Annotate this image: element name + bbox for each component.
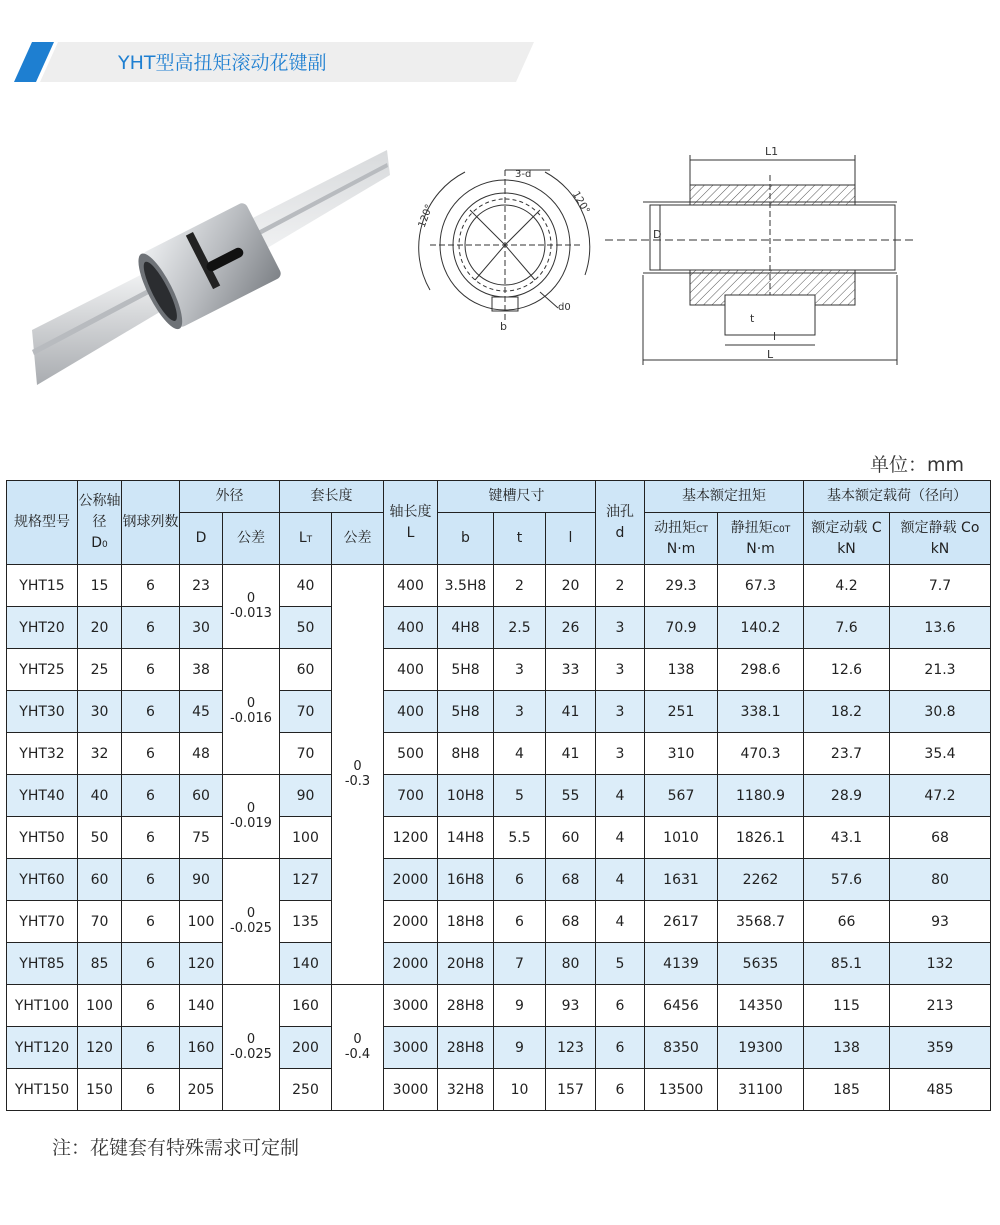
cell-t: 5.5 — [494, 817, 546, 859]
header-key-l: l — [546, 513, 596, 565]
angle-label-left: 120° — [416, 202, 436, 230]
cell-L: 400 — [384, 565, 438, 607]
cell-d0: 15 — [78, 565, 122, 607]
cell-c: 43.1 — [804, 817, 890, 859]
cell-LT: 127 — [280, 859, 332, 901]
cell-LT: 250 — [280, 1069, 332, 1111]
header-key-b: b — [438, 513, 494, 565]
cell-c0t: 298.6 — [718, 649, 804, 691]
cell-model: YHT25 — [7, 649, 78, 691]
cell-model: YHT40 — [7, 775, 78, 817]
cell-b: 20H8 — [438, 943, 494, 985]
cell-l: 41 — [546, 691, 596, 733]
cell-rows: 6 — [122, 607, 180, 649]
cell-model: YHT85 — [7, 943, 78, 985]
cell-D: 140 — [180, 985, 223, 1027]
cell-ct: 8350 — [645, 1027, 718, 1069]
cell-D: 205 — [180, 1069, 223, 1111]
cell-ct: 4139 — [645, 943, 718, 985]
cross-section-drawing — [410, 150, 610, 350]
cell-model: YHT50 — [7, 817, 78, 859]
cell-d: 6 — [596, 1069, 645, 1111]
cell-l: 55 — [546, 775, 596, 817]
l-label: l — [773, 330, 777, 343]
table-row — [7, 733, 991, 775]
cell-D: 75 — [180, 817, 223, 859]
L-label: L — [767, 348, 774, 361]
cell-b: 4H8 — [438, 607, 494, 649]
cell-rows: 6 — [122, 775, 180, 817]
cell-b: 8H8 — [438, 733, 494, 775]
cell-c0t: 338.1 — [718, 691, 804, 733]
cell-b: 5H8 — [438, 691, 494, 733]
side-section-drawing — [605, 140, 915, 370]
cell-c0t: 1180.9 — [718, 775, 804, 817]
t-label: t — [750, 312, 755, 325]
cell-L: 500 — [384, 733, 438, 775]
cell-d: 3 — [596, 649, 645, 691]
cell-d: 5 — [596, 943, 645, 985]
cell-t: 2.5 — [494, 607, 546, 649]
cell-co: 359 — [890, 1027, 991, 1069]
cell-b: 3.5H8 — [438, 565, 494, 607]
cell-l: 123 — [546, 1027, 596, 1069]
cell-co: 30.8 — [890, 691, 991, 733]
header-sleeve-tol: 公差 — [332, 513, 384, 565]
cell-co: 80 — [890, 859, 991, 901]
header-load: 基本额定载荷（径向） — [804, 481, 991, 513]
cell-LT: 40 — [280, 565, 332, 607]
cell-co: 485 — [890, 1069, 991, 1111]
cell-b: 14H8 — [438, 817, 494, 859]
header-shaft-dia: 公称轴径 D0 — [78, 481, 122, 565]
cell-ct: 2617 — [645, 901, 718, 943]
cell-LT: 70 — [280, 733, 332, 775]
cell-model: YHT100 — [7, 985, 78, 1027]
outer-tol-cell: 0 -0.025 — [223, 985, 280, 1111]
cell-l: 157 — [546, 1069, 596, 1111]
cell-b: 18H8 — [438, 901, 494, 943]
header-static-torque: 静扭矩C0T N·m — [718, 513, 804, 565]
table-row — [7, 1069, 991, 1111]
cell-d0: 150 — [78, 1069, 122, 1111]
L1-label: L1 — [765, 145, 779, 158]
cell-L: 2000 — [384, 901, 438, 943]
cell-l: 68 — [546, 901, 596, 943]
header-model: 规格型号 — [7, 481, 78, 565]
spec-table — [6, 480, 991, 1111]
header-static-load: 额定静载 Co kN — [890, 513, 991, 565]
cell-co: 93 — [890, 901, 991, 943]
cell-LT: 200 — [280, 1027, 332, 1069]
cell-LT: 140 — [280, 943, 332, 985]
sleeve-tol-cell: 0 -0.3 — [332, 565, 384, 985]
cell-c0t: 2262 — [718, 859, 804, 901]
cell-c0t: 140.2 — [718, 607, 804, 649]
cell-D: 48 — [180, 733, 223, 775]
cell-LT: 70 — [280, 691, 332, 733]
table-row — [7, 1027, 991, 1069]
cell-d: 3 — [596, 733, 645, 775]
cell-L: 400 — [384, 691, 438, 733]
cell-ct: 1631 — [645, 859, 718, 901]
header-sleeve-L: LT — [280, 513, 332, 565]
cell-t: 7 — [494, 943, 546, 985]
b-label: b — [500, 320, 507, 333]
cell-b: 10H8 — [438, 775, 494, 817]
cell-d0: 85 — [78, 943, 122, 985]
cell-c: 115 — [804, 985, 890, 1027]
cell-D: 38 — [180, 649, 223, 691]
header-dyn-load: 额定动载 C kN — [804, 513, 890, 565]
table-row — [7, 691, 991, 733]
cell-model: YHT32 — [7, 733, 78, 775]
cell-l: 33 — [546, 649, 596, 691]
cell-c: 7.6 — [804, 607, 890, 649]
cell-rows: 6 — [122, 691, 180, 733]
cell-LT: 135 — [280, 901, 332, 943]
cell-co: 21.3 — [890, 649, 991, 691]
cell-rows: 6 — [122, 1027, 180, 1069]
cell-ct: 251 — [645, 691, 718, 733]
cell-d0: 100 — [78, 985, 122, 1027]
cell-D: 160 — [180, 1027, 223, 1069]
cell-t: 2 — [494, 565, 546, 607]
cell-b: 16H8 — [438, 859, 494, 901]
d0-label: d0 — [558, 302, 571, 313]
cell-c: 138 — [804, 1027, 890, 1069]
cell-t: 6 — [494, 901, 546, 943]
product-photo — [32, 145, 392, 395]
cell-co: 213 — [890, 985, 991, 1027]
cell-c: 18.2 — [804, 691, 890, 733]
cell-d: 4 — [596, 817, 645, 859]
cell-l: 41 — [546, 733, 596, 775]
cell-t: 3 — [494, 691, 546, 733]
cell-l: 80 — [546, 943, 596, 985]
cell-rows: 6 — [122, 649, 180, 691]
cell-LT: 100 — [280, 817, 332, 859]
cell-c0t: 5635 — [718, 943, 804, 985]
cell-d0: 70 — [78, 901, 122, 943]
cell-rows: 6 — [122, 817, 180, 859]
header-outer-tol: 公差 — [223, 513, 280, 565]
cell-D: 100 — [180, 901, 223, 943]
cell-c: 85.1 — [804, 943, 890, 985]
cell-rows: 6 — [122, 901, 180, 943]
table-row — [7, 943, 991, 985]
cell-ct: 70.9 — [645, 607, 718, 649]
cell-D: 60 — [180, 775, 223, 817]
D-label: D — [653, 228, 662, 241]
outer-tol-cell: 0 -0.025 — [223, 859, 280, 985]
header-outer: 外径 — [180, 481, 280, 513]
sleeve-tol-cell: 0 -0.4 — [332, 985, 384, 1111]
header-ball-rows: 钢球列数 — [122, 481, 180, 565]
cell-rows: 6 — [122, 985, 180, 1027]
cell-b: 28H8 — [438, 1027, 494, 1069]
cell-c0t: 31100 — [718, 1069, 804, 1111]
table-row — [7, 775, 991, 817]
cell-d: 3 — [596, 691, 645, 733]
cell-d0: 25 — [78, 649, 122, 691]
header-outer-D: D — [180, 513, 223, 565]
cell-co: 7.7 — [890, 565, 991, 607]
cell-d: 6 — [596, 985, 645, 1027]
table-row — [7, 817, 991, 859]
cell-rows: 6 — [122, 565, 180, 607]
cell-ct: 567 — [645, 775, 718, 817]
cell-model: YHT15 — [7, 565, 78, 607]
cell-ct: 310 — [645, 733, 718, 775]
cell-c0t: 1826.1 — [718, 817, 804, 859]
cell-D: 120 — [180, 943, 223, 985]
cell-c: 57.6 — [804, 859, 890, 901]
header-sleeve: 套长度 — [280, 481, 384, 513]
cell-L: 400 — [384, 607, 438, 649]
cell-c0t: 19300 — [718, 1027, 804, 1069]
cell-co: 47.2 — [890, 775, 991, 817]
cell-L: 3000 — [384, 1027, 438, 1069]
cell-t: 4 — [494, 733, 546, 775]
cell-L: 700 — [384, 775, 438, 817]
cell-d: 4 — [596, 901, 645, 943]
cell-L: 3000 — [384, 985, 438, 1027]
cell-model: YHT150 — [7, 1069, 78, 1111]
cell-d: 2 — [596, 565, 645, 607]
cell-l: 93 — [546, 985, 596, 1027]
cell-ct: 1010 — [645, 817, 718, 859]
header-torque: 基本额定扭矩 — [645, 481, 804, 513]
cell-L: 1200 — [384, 817, 438, 859]
header-dyn-torque: 动扭矩CT N·m — [645, 513, 718, 565]
cell-co: 68 — [890, 817, 991, 859]
cell-t: 5 — [494, 775, 546, 817]
cell-d0: 32 — [78, 733, 122, 775]
outer-tol-cell: 0 -0.013 — [223, 565, 280, 649]
cell-model: YHT60 — [7, 859, 78, 901]
cell-t: 3 — [494, 649, 546, 691]
cell-LT: 90 — [280, 775, 332, 817]
hole-label: 3-d — [515, 169, 532, 180]
cell-ct: 138 — [645, 649, 718, 691]
cell-b: 5H8 — [438, 649, 494, 691]
table-row — [7, 607, 991, 649]
cell-model: YHT120 — [7, 1027, 78, 1069]
cell-c: 28.9 — [804, 775, 890, 817]
cell-L: 2000 — [384, 943, 438, 985]
cell-c: 66 — [804, 901, 890, 943]
cell-c: 185 — [804, 1069, 890, 1111]
page-title: YHT型高扭矩滚动花键副 — [118, 52, 327, 74]
cell-rows: 6 — [122, 1069, 180, 1111]
cell-l: 60 — [546, 817, 596, 859]
table-row — [7, 565, 991, 607]
cell-rows: 6 — [122, 943, 180, 985]
cell-t: 6 — [494, 859, 546, 901]
header-key-t: t — [494, 513, 546, 565]
cell-LT: 60 — [280, 649, 332, 691]
cell-d0: 120 — [78, 1027, 122, 1069]
cell-l: 26 — [546, 607, 596, 649]
cell-t: 10 — [494, 1069, 546, 1111]
angle-label-right: 120° — [569, 189, 592, 217]
table-row — [7, 985, 991, 1027]
cell-c0t: 14350 — [718, 985, 804, 1027]
cell-co: 13.6 — [890, 607, 991, 649]
table-row — [7, 859, 991, 901]
cell-c0t: 470.3 — [718, 733, 804, 775]
cell-d0: 60 — [78, 859, 122, 901]
cell-c0t: 67.3 — [718, 565, 804, 607]
cell-d0: 30 — [78, 691, 122, 733]
cell-L: 400 — [384, 649, 438, 691]
cell-ct: 29.3 — [645, 565, 718, 607]
cell-co: 35.4 — [890, 733, 991, 775]
cell-d: 3 — [596, 607, 645, 649]
cell-model: YHT30 — [7, 691, 78, 733]
cell-c: 23.7 — [804, 733, 890, 775]
cell-D: 90 — [180, 859, 223, 901]
header-keyway: 键槽尺寸 — [438, 481, 596, 513]
cell-ct: 13500 — [645, 1069, 718, 1111]
cell-d0: 20 — [78, 607, 122, 649]
cell-d0: 40 — [78, 775, 122, 817]
cell-L: 3000 — [384, 1069, 438, 1111]
cell-model: YHT20 — [7, 607, 78, 649]
cell-model: YHT70 — [7, 901, 78, 943]
footnote: 注：花键套有特殊需求可定制 — [52, 1137, 300, 1159]
cell-D: 30 — [180, 607, 223, 649]
outer-tol-cell: 0 -0.019 — [223, 775, 280, 859]
cell-l: 20 — [546, 565, 596, 607]
table-row — [7, 649, 991, 691]
cell-b: 32H8 — [438, 1069, 494, 1111]
outer-tol-cell: 0 -0.016 — [223, 649, 280, 775]
cell-l: 68 — [546, 859, 596, 901]
header-oil: 油孔 d — [596, 481, 645, 565]
cell-d: 6 — [596, 1027, 645, 1069]
cell-t: 9 — [494, 1027, 546, 1069]
cell-d0: 50 — [78, 817, 122, 859]
cell-c: 4.2 — [804, 565, 890, 607]
unit-label: 单位：mm — [869, 454, 964, 476]
cell-LT: 50 — [280, 607, 332, 649]
cell-d: 4 — [596, 859, 645, 901]
cell-D: 23 — [180, 565, 223, 607]
header-shaft-len: 轴长度 L — [384, 481, 438, 565]
cell-rows: 6 — [122, 733, 180, 775]
cell-t: 9 — [494, 985, 546, 1027]
cell-b: 28H8 — [438, 985, 494, 1027]
cell-co: 132 — [890, 943, 991, 985]
cell-D: 45 — [180, 691, 223, 733]
cell-d: 4 — [596, 775, 645, 817]
cell-rows: 6 — [122, 859, 180, 901]
cell-ct: 6456 — [645, 985, 718, 1027]
cell-L: 2000 — [384, 859, 438, 901]
cell-c: 12.6 — [804, 649, 890, 691]
cell-c0t: 3568.7 — [718, 901, 804, 943]
table-row — [7, 901, 991, 943]
cell-LT: 160 — [280, 985, 332, 1027]
